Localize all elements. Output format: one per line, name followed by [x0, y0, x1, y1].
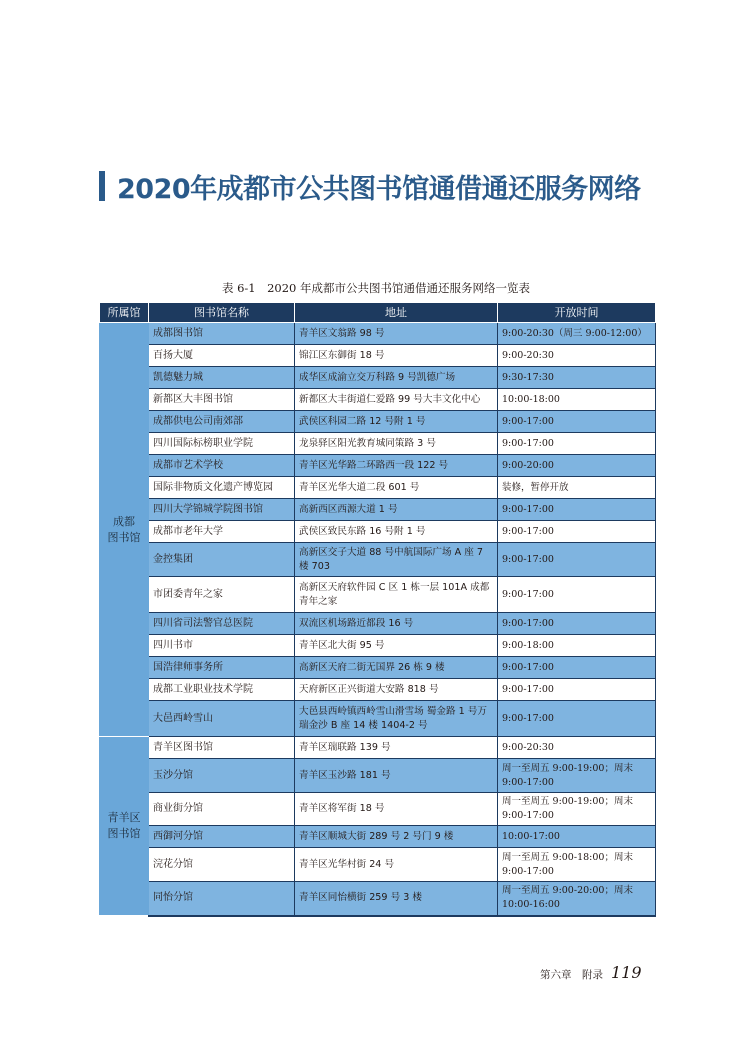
footer-chapter: 第六章 附录	[540, 969, 603, 981]
address-cell: 高新区天府二街无国界 26 栋 9 楼	[295, 657, 498, 679]
library-name-cell: 成都工业职业技术学院	[149, 679, 295, 701]
address-cell: 大邑县西岭镇西岭雪山滑雪场 蜀金路 1 号万瑞金沙 B 座 14 楼 1404-2 号	[295, 701, 498, 737]
hours-cell: 9:00-18:00	[498, 635, 656, 657]
library-name-cell: 国际非物质文化遗产博览园	[149, 477, 295, 499]
address-cell: 青羊区将军街 18 号	[295, 793, 498, 826]
address-cell: 青羊区光华村街 24 号	[295, 848, 498, 882]
table-row	[100, 345, 656, 367]
hours-cell: 9:00-17:00	[498, 613, 656, 635]
table-row	[100, 543, 656, 577]
table-row	[100, 826, 656, 848]
hours-cell: 9:00-17:00	[498, 433, 656, 455]
hours-cell: 9:00-17:00	[498, 577, 656, 613]
table-row	[100, 759, 656, 793]
hours-cell: 10:00-18:00	[498, 389, 656, 411]
table-row	[100, 367, 656, 389]
table-row	[100, 521, 656, 543]
hours-cell: 9:00-17:00	[498, 657, 656, 679]
table-row	[100, 499, 656, 521]
group-label: 成都 图书馆	[100, 323, 149, 737]
table-row	[100, 455, 656, 477]
library-name-cell: 金控集团	[149, 543, 295, 577]
library-name-cell: 四川书市	[149, 635, 295, 657]
address-cell: 青羊区顺城大街 289 号 2 号门 9 楼	[295, 826, 498, 848]
library-name-cell: 市团委青年之家	[149, 577, 295, 613]
table-row	[100, 613, 656, 635]
hours-cell: 9:00-20:00	[498, 455, 656, 477]
address-cell: 青羊区北大街 95 号	[295, 635, 498, 657]
page-title	[99, 168, 641, 204]
library-name-cell: 玉沙分馆	[149, 759, 295, 793]
hours-cell: 9:30-17:30	[498, 367, 656, 389]
address-cell: 青羊区文翁路 98 号	[295, 323, 498, 345]
library-name-cell: 成都供电公司南郊部	[149, 411, 295, 433]
table-row	[100, 411, 656, 433]
table-row	[100, 635, 656, 657]
hours-cell: 9:00-20:30（周三 9:00-12:00）	[498, 323, 656, 345]
table-row	[100, 882, 656, 916]
title-text: 2020年成都市公共图书馆通借通还服务网络	[117, 173, 641, 205]
library-name-cell: 四川国际标榜职业学院	[149, 433, 295, 455]
address-cell: 高新区交子大道 88 号中航国际广场 A 座 7 楼 703	[295, 543, 498, 577]
library-name-cell: 四川大学锦城学院图书馆	[149, 499, 295, 521]
hours-cell: 周一至周五 9:00-20:00；周末 10:00-16:00	[498, 882, 656, 916]
hours-cell: 周一至周五 9:00-19:00；周末 9:00-17:00	[498, 759, 656, 793]
hours-cell: 9:00-17:00	[498, 543, 656, 577]
library-name-cell: 凯德魅力城	[149, 367, 295, 389]
table-row	[100, 657, 656, 679]
address-cell: 青羊区瑞联路 139 号	[295, 737, 498, 759]
address-cell: 青羊区同怡横街 259 号 3 楼	[295, 882, 498, 916]
table-row	[100, 848, 656, 882]
table-body	[100, 323, 656, 916]
table-row	[100, 679, 656, 701]
hours-cell: 9:00-17:00	[498, 499, 656, 521]
hours-cell: 周一至周五 9:00-18:00；周末 9:00-17:00	[498, 848, 656, 882]
table-row	[100, 477, 656, 499]
table-row	[100, 389, 656, 411]
library-name-cell: 商业街分馆	[149, 793, 295, 826]
address-cell: 高新西区西源大道 1 号	[295, 499, 498, 521]
library-name-cell: 新都区大丰图书馆	[149, 389, 295, 411]
library-name-cell: 国浩律师事务所	[149, 657, 295, 679]
library-name-cell: 四川省司法警官总医院	[149, 613, 295, 635]
hours-cell: 9:00-17:00	[498, 411, 656, 433]
address-cell: 青羊区光华大道二段 601 号	[295, 477, 498, 499]
table-row	[100, 433, 656, 455]
library-network-table	[99, 302, 656, 917]
table-row	[100, 793, 656, 826]
table-caption: 表 6-1 2020 年成都市公共图书馆通借通还服务网络一览表	[221, 281, 531, 295]
column-header-address: 地址	[295, 303, 498, 323]
page-footer	[540, 963, 642, 982]
column-header-parent: 所属馆	[100, 303, 149, 323]
table-row	[100, 577, 656, 613]
table-row	[100, 323, 656, 345]
group-label: 青羊区 图书馆	[100, 737, 149, 916]
library-name-cell: 青羊区图书馆	[149, 737, 295, 759]
hours-cell: 10:00-17:00	[498, 826, 656, 848]
address-cell: 武侯区科园二路 12 号附 1 号	[295, 411, 498, 433]
column-header-hours: 开放时间	[498, 303, 656, 323]
library-name-cell: 同怡分馆	[149, 882, 295, 916]
address-cell: 武侯区致民东路 16 号附 1 号	[295, 521, 498, 543]
column-header-name: 图书馆名称	[149, 303, 295, 323]
address-cell: 成华区成渝立交万科路 9 号凯德广场	[295, 367, 498, 389]
table-header-row	[100, 303, 656, 323]
title-accent-bar	[99, 171, 105, 201]
library-name-cell: 大邑西岭雪山	[149, 701, 295, 737]
library-name-cell: 浣花分馆	[149, 848, 295, 882]
library-name-cell: 百扬大厦	[149, 345, 295, 367]
address-cell: 青羊区玉沙路 181 号	[295, 759, 498, 793]
hours-cell: 9:00-17:00	[498, 521, 656, 543]
hours-cell: 9:00-20:30	[498, 737, 656, 759]
address-cell: 高新区天府软件园 C 区 1 栋一层 101A 成都青年之家	[295, 577, 498, 613]
address-cell: 锦江区东御街 18 号	[295, 345, 498, 367]
hours-cell: 周一至周五 9:00-19:00；周末 9:00-17:00	[498, 793, 656, 826]
hours-cell: 9:00-17:00	[498, 679, 656, 701]
page-number: 119	[611, 963, 642, 982]
table-row	[100, 737, 656, 759]
library-name-cell: 西御河分馆	[149, 826, 295, 848]
address-cell: 龙泉驿区阳光教育城同策路 3 号	[295, 433, 498, 455]
table-row	[100, 701, 656, 737]
address-cell: 新都区大丰街道仁爱路 99 号大丰文化中心	[295, 389, 498, 411]
address-cell: 双流区机场路近都段 16 号	[295, 613, 498, 635]
hours-cell: 9:00-20:30	[498, 345, 656, 367]
address-cell: 青羊区光华路二环路西一段 122 号	[295, 455, 498, 477]
address-cell: 天府新区正兴街道大安路 818 号	[295, 679, 498, 701]
library-name-cell: 成都市老年大学	[149, 521, 295, 543]
hours-cell: 9:00-17:00	[498, 701, 656, 737]
library-name-cell: 成都图书馆	[149, 323, 295, 345]
hours-cell: 装修，暂停开放	[498, 477, 656, 499]
library-name-cell: 成都市艺术学校	[149, 455, 295, 477]
